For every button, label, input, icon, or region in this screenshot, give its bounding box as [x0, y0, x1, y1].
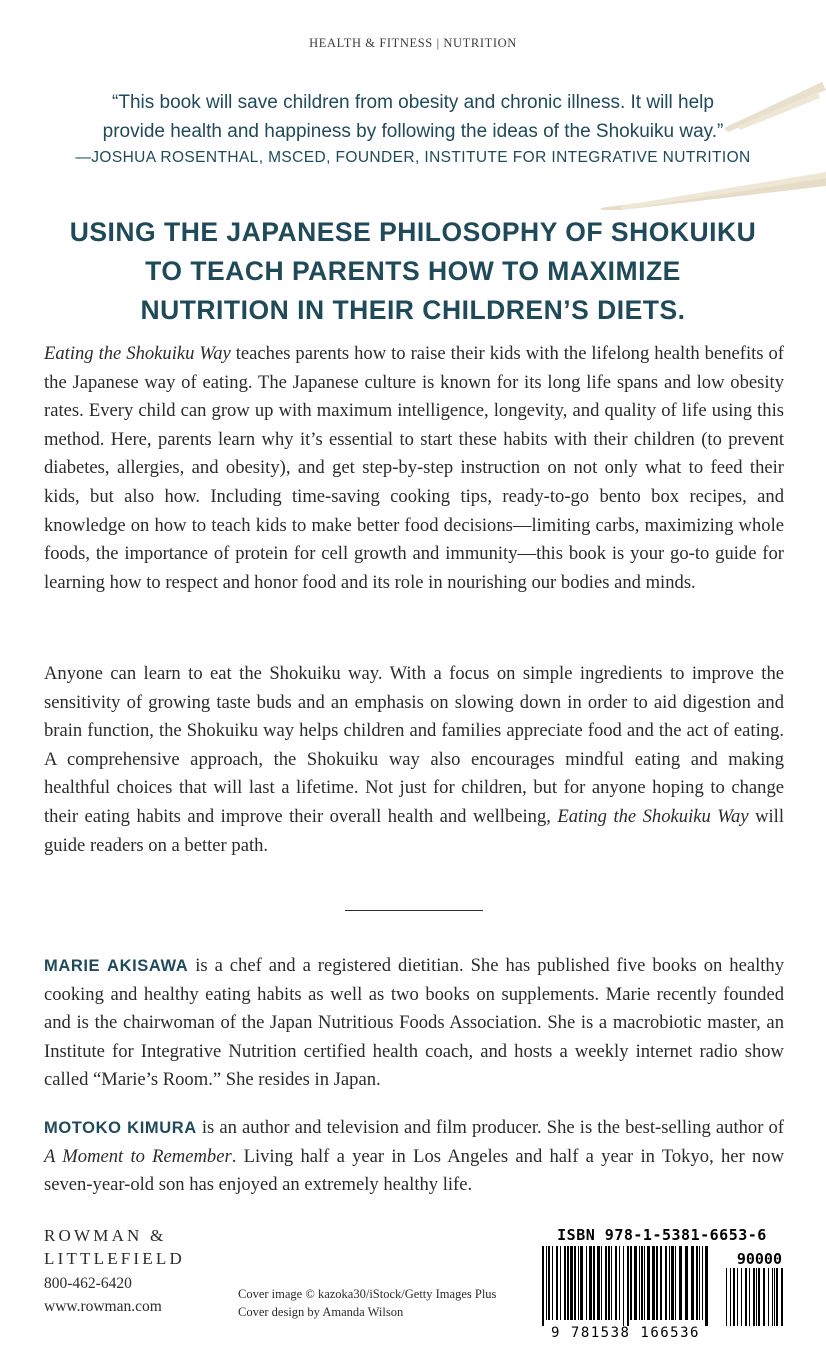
- barcode-bar: [548, 1246, 550, 1320]
- isbn-label: ISBN 978-1-5381-6653-6: [557, 1226, 767, 1244]
- barcode-digits: 9 781538 166536: [551, 1325, 700, 1341]
- barcode-bar: [619, 1246, 620, 1320]
- price-barcode-bar: [730, 1268, 731, 1326]
- headline-line-1: USING THE JAPANESE PHILOSOPHY OF SHOKUIKU: [69, 217, 757, 247]
- barcode-bar: [546, 1246, 547, 1320]
- barcode-bar: [644, 1246, 645, 1320]
- barcode-bar: [578, 1246, 579, 1320]
- price-barcode-bar: [774, 1268, 775, 1326]
- description-text: teaches parents how to raise their kids with the lifelong health benefits of the Japanese way of eating. The Japanese culture is known for its long life spans and low obesity rates. Every child can grow up with maximum intelligence, longevity, and quality of life using this method. Here, parents learn why it’s essential to start these habits with their children (to prevent diabetes, allergies, and obesity), and get step-by-step instruction on not only what to feed their kids, but also how. Including time-saving cooking tips, ready-to-go bento box recipes, and knowledge on how to teach kids to make better food decisions—limiting carbs, maximizing whole foods, the importance of protein for cell growth and immunity—this book is your go-to guide for learning how to respect and honor food and its role in nourishing our bodies and minds.: [44, 343, 784, 593]
- price-barcode-bar: [768, 1268, 769, 1326]
- barcode-bar: [627, 1246, 629, 1326]
- barcode-bar: [652, 1246, 655, 1320]
- price-barcode-bar: [776, 1268, 778, 1326]
- barcode-bar: [556, 1246, 558, 1320]
- barcode-bar: [685, 1246, 688, 1320]
- price-barcode-bar: [758, 1268, 760, 1326]
- barcode-bar: [639, 1246, 640, 1320]
- price-barcode-bar: [763, 1268, 765, 1326]
- barcode-bar: [615, 1246, 617, 1320]
- price-barcode-bar: [749, 1268, 750, 1326]
- price-code: 90000: [736, 1250, 782, 1268]
- author-bio-1: [44, 952, 784, 1095]
- barcode-bar: [702, 1246, 703, 1320]
- barcode-bar: [586, 1246, 587, 1320]
- endorsement-quote: [40, 88, 786, 146]
- price-barcode-bar: [737, 1268, 738, 1326]
- category-label: HEALTH & FITNESS | NUTRITION: [309, 36, 517, 50]
- quote-line-2: provide health and happiness by following the ideas of the Shokuiku way.”: [102, 121, 724, 142]
- barcode-bar: [705, 1246, 708, 1326]
- barcode-bar: [593, 1246, 595, 1320]
- author-name: MARIE AKISAWA: [44, 957, 189, 975]
- barcode-bar: [699, 1246, 700, 1320]
- barcode-bar: [560, 1246, 561, 1320]
- quote-attribution: —JOSHUA ROSENTHAL, MSCED, FOUNDER, INSTITUTE FOR INTEGRATIVE NUTRITION: [75, 149, 751, 166]
- price-barcode-bar: [781, 1268, 783, 1326]
- publisher-name-line-2: LITTLEFIELD: [44, 1249, 185, 1268]
- barcode-bar: [580, 1246, 583, 1320]
- price-barcode-bar: [726, 1268, 727, 1326]
- barcode-bar: [542, 1246, 544, 1326]
- description-text: will guide readers on a better path.: [44, 805, 784, 856]
- barcode-bars: [538, 1246, 786, 1328]
- barcode-bar: [660, 1246, 662, 1320]
- cover-design-credit: Cover design by Amanda Wilson: [238, 1304, 404, 1319]
- book-title: Eating the Shokuiku Way: [557, 805, 749, 827]
- barcode-bar: [634, 1246, 637, 1320]
- cover-credits: [238, 1286, 496, 1321]
- barcode-bar: [574, 1246, 576, 1320]
- author-bio-text: . Living half a year in Los Angeles and half a year in Tokyo, her now seven-year-old son has enjoyed an extremely healthy life.: [44, 1145, 784, 1196]
- barcode-bar: [656, 1246, 658, 1320]
- barcode-bar: [589, 1246, 592, 1320]
- price-barcode-bar: [756, 1268, 757, 1326]
- publisher-name-line-1: ROWMAN &: [44, 1226, 167, 1245]
- barcode-bar: [597, 1246, 600, 1320]
- barcode-bar: [608, 1246, 610, 1320]
- barcode-bar: [630, 1246, 632, 1320]
- cover-image-credit: Cover image © kazoka30/iStock/Getty Images Plus: [238, 1287, 497, 1301]
- barcode-bar: [552, 1246, 553, 1320]
- barcode-bar: [564, 1246, 566, 1320]
- barcode-bar: [567, 1246, 569, 1320]
- barcode-bar: [675, 1246, 676, 1320]
- author-bio-text: is an author and television and film producer. She is the best-selling author of: [196, 1117, 784, 1138]
- barcode-bar: [691, 1246, 694, 1320]
- price-barcode-bar: [745, 1268, 747, 1326]
- price-barcode-bar: [772, 1268, 773, 1326]
- description-paragraph-2: [44, 660, 784, 860]
- price-barcode-bar: [741, 1268, 742, 1326]
- author-bio-2: [44, 1114, 784, 1200]
- publisher-block: [44, 1224, 244, 1318]
- author-bio-text: is a chef and a registered dietitian. She has published five books on healthy cooking and healthy eating habits as well as two books on supplements. Marie recently founded and is the chairwoman of the Japan Nutritious Foods Association. She is a macrobiotic master, an Institute for Integrative Nutrition certified health coach, and hosts a weekly internet radio show called “Marie’s Room.” She resides in Japan.: [44, 955, 784, 1091]
- description-text: Anyone can learn to eat the Shokuiku way. With a focus on simple ingredients to improve the sensitivity of growing taste buds and an emphasis on slowing down in order to aid digestion and brain function, the Shokuiku way helps children and families appreciate food and the act of eating. A comprehensive approach, the Shokuiku way also encourages mindful eating and making healthful choices that will last a lifetime. Not just for children, but for anyone hoping to change their eating habits and improve their overall health and wellbeing,: [44, 663, 784, 827]
- book-title: A Moment to Remember: [44, 1145, 232, 1167]
- quote-line-1: “This book will save children from obesity and chronic illness. It will help: [112, 92, 714, 113]
- section-divider: [345, 910, 483, 911]
- headline-line-2: TO TEACH PARENTS HOW TO MAXIMIZE: [145, 256, 681, 286]
- headline-line-3: NUTRITION IN THEIR CHILDREN’S DIETS.: [140, 295, 686, 325]
- barcode-bar: [669, 1246, 670, 1320]
- barcode-bar: [570, 1246, 573, 1320]
- publisher-phone: 800-462-6420: [44, 1275, 132, 1292]
- barcode-bar: [647, 1246, 650, 1320]
- barcode-bar: [611, 1246, 612, 1320]
- barcode-bar: [605, 1246, 607, 1320]
- barcode-bar: [671, 1246, 674, 1320]
- barcode-bar: [696, 1246, 698, 1320]
- publisher-website[interactable]: www.rowman.com: [44, 1298, 162, 1315]
- book-title: Eating the Shokuiku Way: [44, 343, 231, 364]
- description-paragraph-1: [44, 340, 784, 597]
- barcode-bar: [641, 1246, 643, 1320]
- barcode-bar: [679, 1246, 682, 1320]
- price-barcode-bar: [733, 1268, 735, 1326]
- barcode-bar: [623, 1246, 624, 1326]
- barcode-bar: [601, 1246, 602, 1320]
- barcode-bar: [665, 1246, 667, 1320]
- price-barcode-bar: [753, 1268, 755, 1326]
- author-name: MOTOKO KIMURA: [44, 1119, 197, 1137]
- barcode: [538, 1226, 786, 1344]
- headline: [40, 213, 786, 330]
